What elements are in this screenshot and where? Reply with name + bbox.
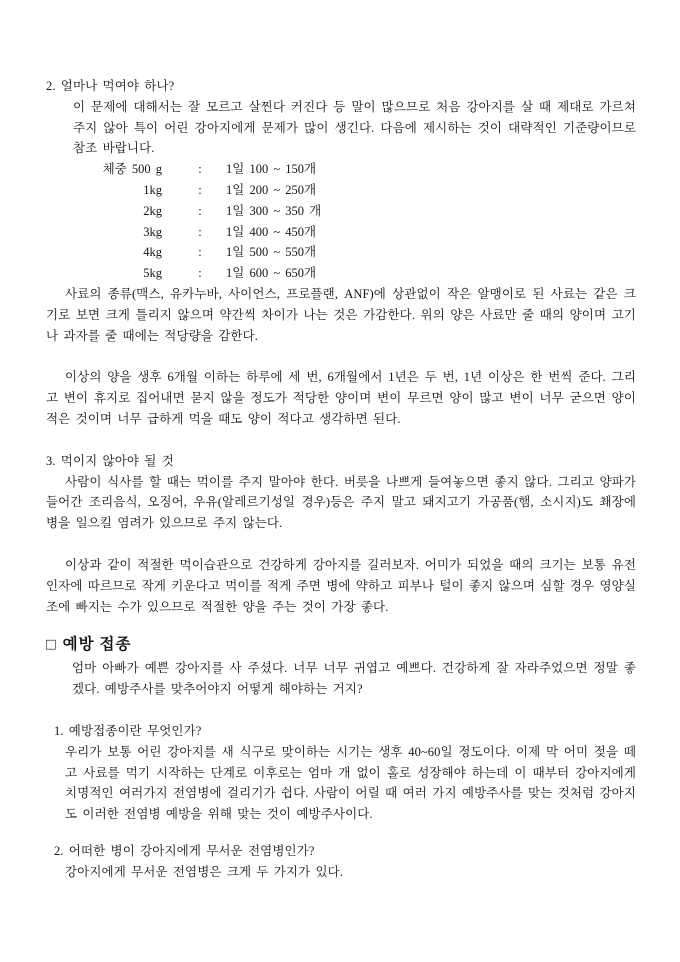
dangerous-diseases-paragraph: 강아지에게 무서운 전염병은 크게 두 가지가 있다. bbox=[65, 864, 344, 879]
weight-value: 5kg bbox=[143, 266, 162, 281]
heading-no-feed: 3. 먹이지 않아야 될 것 bbox=[46, 453, 174, 468]
weight-value: 4kg bbox=[143, 245, 162, 260]
vaccination-heading-label: 예방 접종 bbox=[62, 636, 132, 654]
feed-table-row bbox=[90, 263, 636, 284]
weight-cell bbox=[90, 180, 162, 201]
weight-value: 1kg bbox=[143, 182, 162, 197]
amount-value: 1일 500 ~ 550개 bbox=[226, 245, 317, 260]
feed-frequency-paragraph: 이상의 양을 생후 6개월 이하는 하루에 세 번, 6개월에서 1년은 두 번, 1년 이상은 한 번씩 준다. 그리고 변이 휴지로 집어내면 묻지 않을 정도가 적당한 양이며 변이 무르면 양이 많고 변이 너무 굳으면 양이 적은 것이며 너무 급하게 먹을 때도 양이 적다고 생각하면 된다. bbox=[46, 370, 636, 426]
amount-value: 1일 400 ~ 450개 bbox=[226, 224, 317, 239]
colon-separator: : bbox=[198, 203, 202, 218]
weight-cell bbox=[90, 263, 162, 284]
weight-cell bbox=[90, 242, 162, 263]
heading-what-is-vaccination: 1. 예방접종이란 무엇인가? bbox=[54, 723, 202, 738]
heading-feeding-amount: 2. 얼마나 먹여야 하나? bbox=[46, 79, 175, 93]
feed-table-row bbox=[90, 159, 636, 180]
weight-label: 체중 bbox=[102, 162, 127, 177]
amount-value: 1일 300 ~ 350 개 bbox=[226, 203, 322, 218]
heading-vaccination bbox=[46, 632, 636, 658]
feed-type-paragraph: 사료의 종류(맥스, 유카누바, 사이언스, 프로플랜, ANF)에 상관없이 작은 알맹이로 된 사료는 같은 크기로 보면 크게 틀리지 않으며 약간씩 차이가 나는 것은 가감한다. 위의 양은 사료만 줄 때의 양이며 고기나 과자를 줄 때에는 적당량을 감한다. bbox=[46, 286, 636, 343]
feed-table-row bbox=[90, 242, 636, 263]
square-bullet-icon: □ bbox=[46, 636, 57, 654]
weight-cell bbox=[90, 159, 162, 180]
feed-table-row bbox=[90, 222, 636, 243]
weight-cell bbox=[90, 201, 162, 222]
weight-value: 2kg bbox=[143, 203, 162, 218]
feeding-intro-paragraph: 이 문제에 대해서는 잘 모르고 살찐다 커진다 등 말이 많으므로 처음 강아지를 살 때 제대로 가르쳐 주지 않아 특이 어린 강아지에게 문제가 많이 생긴다. 다음에 제시하는 것이 대략적인 기준량이므로 참조 바랍니다. bbox=[73, 99, 636, 156]
feed-amount-table bbox=[90, 159, 636, 284]
feed-table-row bbox=[90, 201, 636, 222]
weight-value: 500 g bbox=[131, 162, 162, 177]
feed-table-row bbox=[90, 180, 636, 201]
colon-separator: : bbox=[198, 182, 202, 197]
weight-value: 3kg bbox=[143, 224, 162, 239]
colon-separator: : bbox=[198, 224, 202, 239]
amount-value: 1일 200 ~ 250개 bbox=[226, 182, 317, 197]
no-feed-rules-paragraph: 사람이 식사를 할 때는 먹이를 주지 말아야 한다. 버릇을 나쁘게 들여놓으면 좋지 않다. 그리고 양파가 들어간 조리음식, 오징어, 우유(알레르기성일 경우)등은 주지 말고 돼지고기 가공품(햄, 소시지)도 쵀장에 병을 일으킬 염려가 있으므로 주지 않는다. bbox=[46, 474, 636, 531]
colon-separator: : bbox=[198, 266, 202, 281]
amount-value: 1일 100 ~ 150개 bbox=[226, 162, 317, 177]
what-is-vaccination-paragraph: 우리가 보통 어린 강아지를 새 식구로 맞이하는 시기는 생후 40~60일 정도이다. 이제 막 어미 젖을 떼고 사료를 먹기 시작하는 단계로 이후로는 엄마 개 없이 홀로 성장해야 하는데 이 때부터 강아지에게 치명적인 여러가지 전염병에 걸리기가 쉽다. 사람이 어릴 때 여러 가지 예방주사를 맞는 것처럼 강아지도 이러한 전염병 예방을 위해 맞는 것이 예방주사이다. bbox=[65, 744, 636, 822]
feeding-summary-paragraph: 이상과 같이 적절한 먹이습관으로 건강하게 강아지를 길러보자. 어미가 되었을 때의 크기는 보통 유전인자에 따르므로 작게 키운다고 먹이를 적게 주면 병에 약하고 피부나 털이 좋지 않으며 심할 경우 영양실조에 빠지는 수가 있으므로 적절한 양을 주는 것이 가장 좋다. bbox=[46, 557, 636, 614]
colon-separator: : bbox=[198, 162, 202, 177]
weight-cell bbox=[90, 222, 162, 243]
colon-separator: : bbox=[198, 245, 202, 260]
heading-dangerous-diseases: 2. 어떠한 병이 강아지에게 무서운 전염병인가? bbox=[54, 843, 315, 858]
vaccination-intro-paragraph: 엄마 아빠가 예쁜 강아지를 사 주셨다. 너무 너무 귀엽고 예쁘다. 건강하게 잘 자라주었으면 정말 좋겠다. 예방주사를 맞추어야지 어떻게 해야하는 거지? bbox=[72, 661, 636, 697]
amount-value: 1일 600 ~ 650개 bbox=[226, 266, 317, 281]
